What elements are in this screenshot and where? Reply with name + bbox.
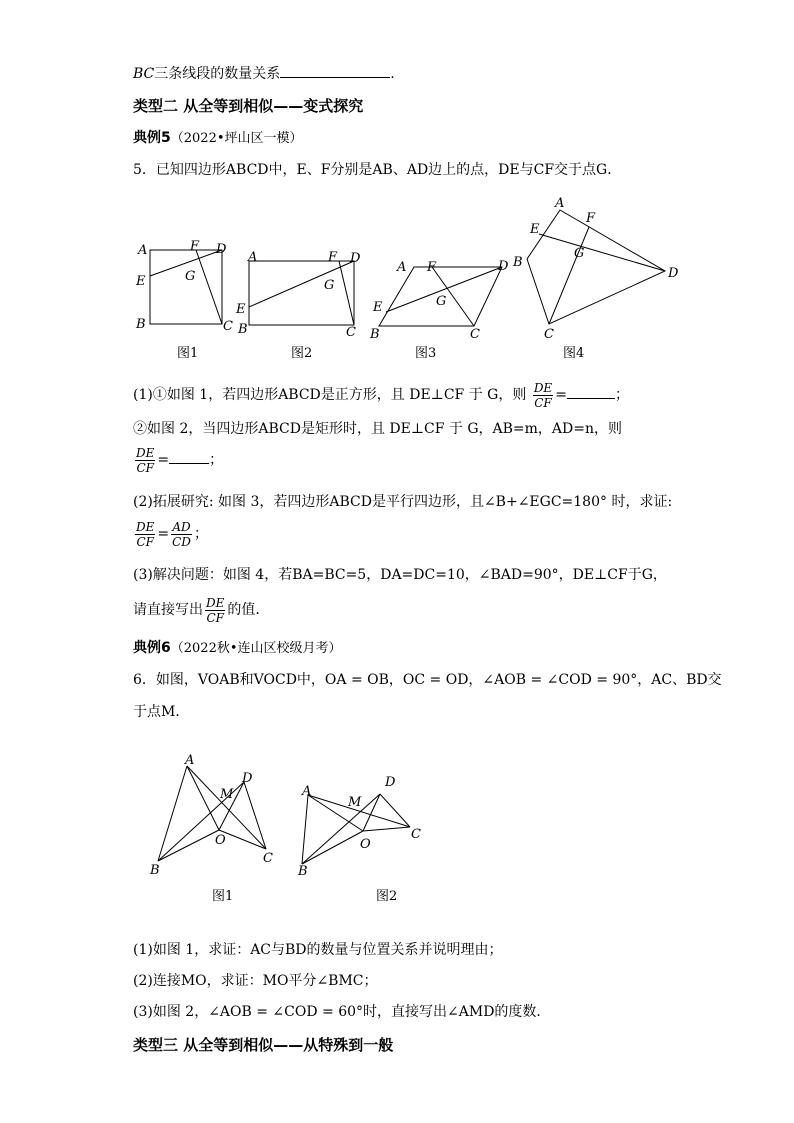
q5-part3: (3)解决问题：如图 4，若BA=BC=5，DA=DC=10，∠BAD=90°，DE⊥CF于G， [133,567,667,583]
point-label-a: A [397,260,407,275]
point-label-d: D [668,266,679,281]
q6-part1: (1)如图 1，求证：AC与BD的数量与位置关系并说明理由； [133,942,503,958]
fraction-de-cf: $\frac{DE}{CF}$ [136,519,155,549]
example-5-heading: 典例5（2022•坪山区一模） [133,130,303,146]
point-label-a: A [185,753,195,768]
q5-stem: 5．已知四边形ABCD中，E、F分别是AB、AD边上的点，DE与CF交于点G． [133,162,622,178]
caption-fig2: 图2 [376,889,398,904]
fig2-rectangle [249,261,354,325]
answer-blank [169,450,209,464]
answer-blank [280,64,390,78]
example-6-heading: 典例6（2022秋•连山区校级月考） [133,640,342,656]
point-label-g: G [574,246,585,261]
caption-fig1: 图1 [212,889,234,904]
point-label-a: A [555,196,565,211]
point-label-d: D [385,775,396,790]
q5-part3-b: 请直接写出 $\frac{DE}{CF}$ 的值． [133,595,270,625]
point-label-o: O [360,837,371,852]
q5-part2: (2)拓展研究: 如图 3，若四边形ABCD是平行四边形，且∠B+∠EGC=180° 时，求证: [133,494,673,510]
fraction-de-cf: $\frac{DE}{CF}$ [206,595,225,625]
point-label-d: D [350,251,361,266]
point-label-b: B [136,317,146,332]
fraction-de-cf: $\frac{DE}{CF}$ [533,380,553,410]
text-line-1: BC三条线段的数量关系 . [133,66,395,82]
fraction-de-cf: $\frac{DE}{CF}$ [136,445,155,475]
fraction-ad-cd: $\frac{AD}{CD}$ [172,519,191,549]
point-label-f: F [190,239,200,254]
point-label-c: C [263,851,273,866]
point-label-e: E [136,274,146,289]
q6-part3: (3)如图 2，∠AOB = ∠COD = 60°时，直接写出∠AMD的度数． [133,1004,551,1020]
point-label-c: C [346,325,356,340]
point-label-a: A [302,784,312,799]
point-label-c: C [544,327,554,342]
point-label-e: E [236,302,246,317]
q5-figures [130,190,690,365]
answer-blank [567,385,615,399]
q6-stem: 6．如图，VOAB和VOCD中，OA = OB，OC = OD，∠AOB = ∠COD = 90°，AC、BD交 [133,672,722,688]
point-label-c: C [223,319,233,334]
section-title-2: 类型二 从全等到相似——变式探究 [133,97,364,115]
q5-part2-proof: $\frac{DE}{CF}$ = $\frac{AD}{CD}$ ； [136,519,208,549]
point-label-f: F [328,250,338,265]
q6-stem-2: 于点M． [133,704,190,720]
point-label-b: B [513,255,523,270]
fig4-quadrilateral [527,210,665,324]
point-label-o: O [215,833,226,848]
q6-part2: (2)连接MO，求证：MO平分∠BMC； [133,973,378,989]
point-label-b: B [298,864,308,879]
point-label-d: D [216,242,227,257]
caption-fig4: 图4 [563,346,585,361]
point-label-f: F [586,211,596,226]
point-label-d: D [498,259,509,274]
point-label-g: G [436,294,447,309]
fig1-square [150,250,222,324]
q5-part1-b-answer: $\frac{DE}{CF}$ = ； [136,445,224,475]
point-label-g: G [324,278,335,293]
point-label-g: G [185,269,196,284]
point-label-b: B [238,322,248,337]
point-label-b: B [370,327,380,342]
q6-figures [140,745,440,910]
point-label-c: C [470,327,480,342]
point-label-a: A [138,243,148,258]
point-label-c: C [411,827,421,842]
q5-part1-b: ②如图 2，当四边形ABCD是矩形时，且 DE⊥CF 于 G，AB=m，AD=n，则 [133,421,623,437]
point-label-m: M [220,787,234,802]
section-title-3: 类型三 从全等到相似——从特殊到一般 [133,1036,394,1054]
caption-fig1: 图1 [177,346,199,361]
point-label-e: E [530,222,540,237]
point-label-f: F [427,260,437,275]
point-label-d: D [242,771,253,786]
caption-fig3: 图3 [415,346,437,361]
caption-fig2: 图2 [291,346,313,361]
q5-part1-a: (1)①如图 1，若四边形ABCD是正方形，且 DE⊥CF 于 G，则 $\frac{DE}{CF}$ = ； [133,380,629,410]
point-label-e: E [373,300,383,315]
point-label-a: A [248,250,258,265]
point-label-m: M [348,795,362,810]
point-label-b: B [150,863,160,878]
